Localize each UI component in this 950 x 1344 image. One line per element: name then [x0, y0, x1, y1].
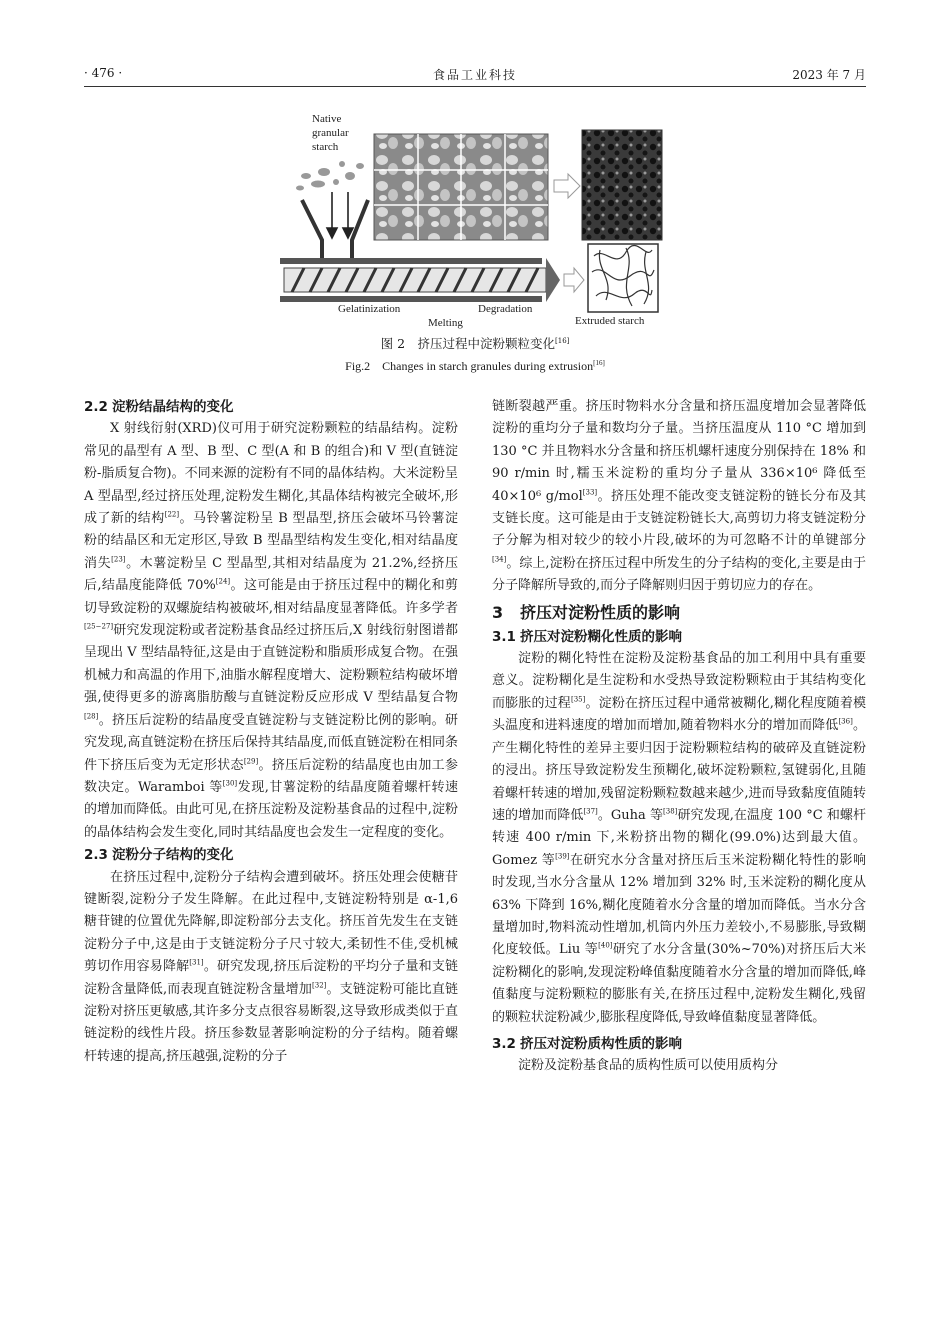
- starch-granules: [296, 161, 364, 191]
- extrusion-diagram: [270, 100, 670, 332]
- paragraph-gelatinization: 淀粉的糊化特性在淀粉及淀粉基食品的加工利用中具有重要意义。淀粉糊化是生淀粉和水受热导致淀粉颗粒由于其结构变化而膨胀的过程[35]。淀粉在挤压过程中通常被糊化,糊化程度随着模头温度和进料速度的增加而增加,随着物料水分的增加而降低[36]。产生糊化特性的差异主要归因于淀粉颗粒结构的破碎及直链淀粉的浸出。挤压导致淀粉发生预糊化,破坏淀粉颗粒,氢键弱化,且随着螺杆转速的增加,残留淀粉颗粒数越来越少,进而导致黏度值随转速的增加而降低[37]。Guha 等[38]研究发现,在温度 100 °C 和螺杆转速 400 r/min 下,米粉挤出物的糊化(99.0%)达到最大值。Gomez 等[39]在研究水分含量对挤压后玉米淀粉糊化特性的影响时发现,当水分含量从 12% 增加到 32% 时,玉米淀粉的糊化度从 63% 下降到 16%,糊化度随着水分含量的增加而降低。当水分含量增加时,物料流动性增加,机筒内外压力差较小,不易膨胀,导致糊化度较低。Liu 等[40]研究了水分含量(30%~70%)对挤压后大米淀粉糊化的影响,发现淀粉峰值黏度随着水分含量的增加而降低,峰值黏度与淀粉颗粒的膨胀有关,在挤压过程中,淀粉发生糊化,残留的颗粒状淀粉减少,膨胀程度降低,导致峰值黏度显著降低。: [492, 651, 867, 1025]
- arrow-to-extruded-sem: [554, 174, 580, 198]
- hopper-right: [352, 200, 368, 258]
- journal-name: 食品工业科技: [432, 68, 517, 82]
- arrow-to-schematic: [564, 268, 584, 292]
- header-rule: [84, 86, 866, 87]
- die-tip: [546, 258, 560, 302]
- figure-2: [270, 100, 670, 332]
- native-label-1: Native: [312, 113, 342, 125]
- issue-date: 2023 年 7 月: [792, 68, 866, 82]
- extruded-sem: [582, 130, 662, 240]
- melting-label: Melting: [428, 317, 463, 329]
- paragraph-texture: 淀粉及淀粉基食品的质构性质可以使用质构分: [518, 1058, 779, 1074]
- right-column: [492, 396, 866, 1078]
- paragraph-molecular-structure: 在挤压过程中,淀粉分子结构会遭到破坏。挤压处理会使糖苷键断裂,淀粉分子发生降解。在此过程中,支链淀粉特别是 α-1,6 糖苷键的位置优先降解,即淀粉部分去支化。挤压首先发生在支链淀粉分子中,这是由于支链淀粉分子尺寸较大,柔韧性不佳,受机械剪切作用容易降解[31]。研究发现,挤压后淀粉的平均分子量和支链淀粉含量降低,而表现直链淀粉含量增加[32]。支链淀粉可能比直链淀粉对挤压更敏感,其许多分支点很容易断裂,这导致形成类似于直链淀粉的线性片段。挤压参数显著影响淀粉的分子结构。随着螺杆转速的提高,挤压越强,淀粉的分子: [84, 869, 458, 1064]
- native-label-2: granular: [312, 127, 349, 139]
- native-label-3: starch: [312, 141, 339, 153]
- figure-caption-cn: 图 2 挤压过程中淀粉颗粒变化[16]: [380, 336, 570, 351]
- left-column: [84, 396, 458, 1068]
- barrel-bottom: [280, 296, 542, 302]
- paragraph-crystal-structure: X 射线衍射(XRD)仪可用于研究淀粉颗粒的结晶结构。淀粉常见的晶型有 A 型、B 型、C 型(A 和 B 的组合)和 V 型(直链淀粉-脂质复合物)。不同来源的淀粉有不同的晶体结构。大米淀粉呈 A 型晶型,经过挤压处理,淀粉发生糊化,其晶体结构被完全破坏,形成了新的结构[22]。马铃薯淀粉呈 B 型晶型,挤压会破坏马铃薯淀粉的结晶区和无定形区,导致 B 型晶型结构发生变化,相对结晶度消失[23]。木薯淀粉呈 C 型晶型,其相对结晶度为 21.2%,经挤压后,结晶度能降低 70%[24]。这可能是由于挤压过程中的糊化和剪切导致淀粉的双螺旋结构被破坏,相对结晶度显著降低。许多学者[25−27]研究发现淀粉或者淀粉基食品经过挤压后,X 射线衍射图谱都呈现出 V 型结晶特征,这是由于直链淀粉和脂质形成复合物。在强机械力和高温的作用下,油脂水解程度增大、淀粉颗粒结构破坏增强,使得更多的游离脂肪酸与直链淀粉反应形成 V 型结晶复合物[28]。挤压后淀粉的结晶度受直链淀粉与支链淀粉比例的影响。研究发现,高直链淀粉在挤压后保持其结晶度,而低直链淀粉在相同条件下挤压后变为无定形状态[29]。挤压后淀粉的结晶度也由加工参数决定。Waramboi 等[30]发现,甘薯淀粉的结晶度随着螺杆转速的增加而降低。由此可见,在挤压淀粉及淀粉基食品的过程中,淀粉的晶体结构会发生变化,同时其结晶度也会发生一定程度的变化。: [84, 421, 459, 840]
- section-2-2-heading: 2.2 淀粉结晶结构的变化: [84, 399, 234, 415]
- paragraph-molecular-continued: 链断裂越严重。挤压时物料水分含量和挤压温度增加会显著降低淀粉的重均分子量和数均分子量。当挤压温度从 110 °C 增加到 130 °C 并且物料水分含量和挤压机螺杆速度分别保持在 18% 和 90 r/min 时,糯玉米淀粉的重均分子量从 336×10⁶ 降低至 40×10⁶ g/mol[33]。挤压处理不能改变支链淀粉的链长分布及其支链长度。这可能是由于支链淀粉链长大,高剪切力将支链淀粉分子分解为相对较少的较小片段,破坏的为可忽略不计的单键部分[34]。综上,淀粉在挤压过程中所发生的分子结构的变化,主要是由于分子降解所导致的,而分子降解则归因于剪切应力的存在。: [492, 399, 866, 594]
- hopper-left: [302, 200, 322, 258]
- section-2-3-heading: 2.3 淀粉分子结构的变化: [84, 847, 234, 864]
- barrel-top: [280, 258, 542, 264]
- figure-caption-en: Fig.2 Changes in starch granules during extrusion[16]: [345, 359, 605, 373]
- page-number: · 476 ·: [84, 66, 123, 80]
- degradation-label: Degradation: [478, 303, 533, 315]
- feed-arrows: [327, 192, 353, 238]
- gelatinization-label: Gelatinization: [338, 303, 401, 315]
- section-3-heading: 3 挤压对淀粉性质的影响: [492, 602, 681, 622]
- section-3-1-heading: 3.1 挤压对淀粉糊化性质的影响: [492, 628, 682, 645]
- extruded-starch-label: Extruded starch: [575, 315, 645, 327]
- screw: [284, 268, 546, 292]
- page-header: [84, 66, 866, 86]
- section-3-2-heading: 3.2 挤压对淀粉质构性质的影响: [492, 1035, 682, 1052]
